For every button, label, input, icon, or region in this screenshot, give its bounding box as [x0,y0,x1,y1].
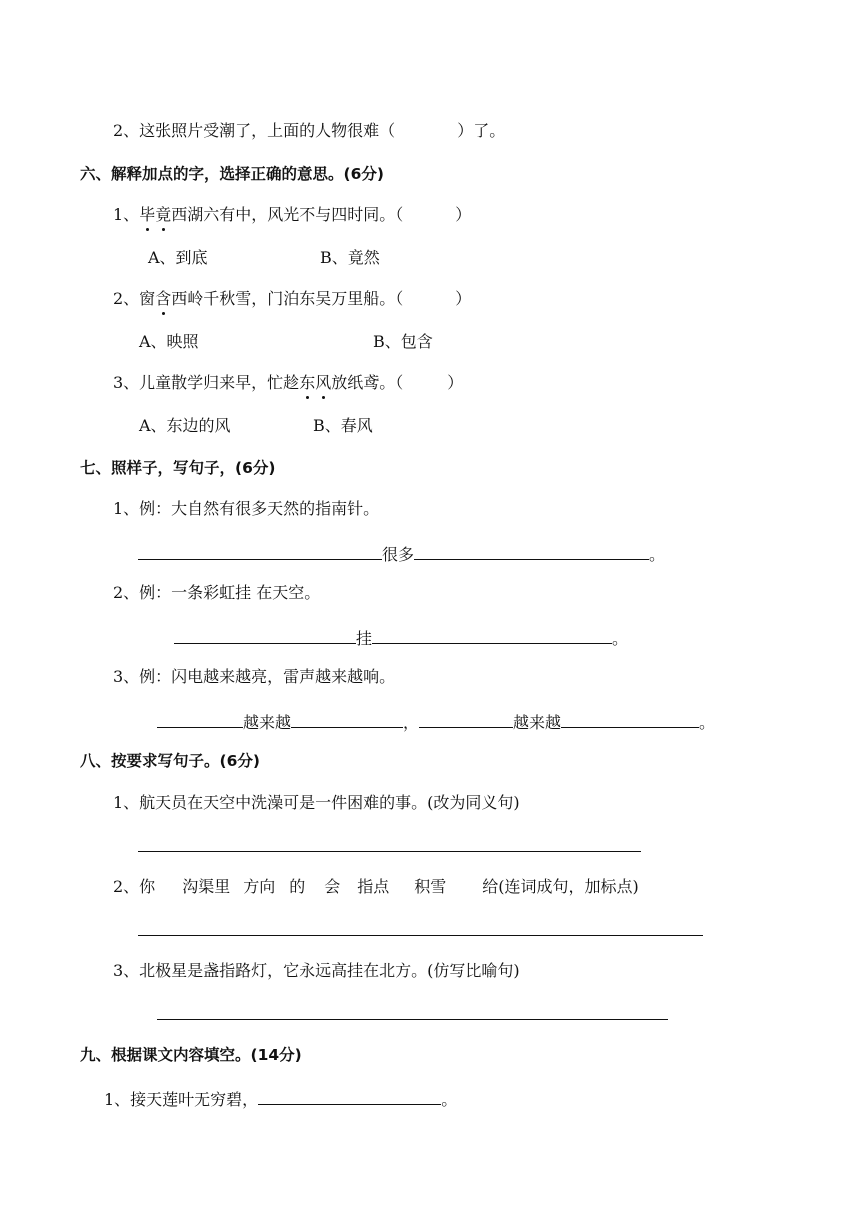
word-chip: 沟渠里 [182,877,231,896]
q7-answer1 [138,542,665,565]
q7-answer3-comma: ， [403,713,420,732]
emphasis-char: 风 [315,373,332,392]
answer-blank[interactable] [372,626,612,644]
q8-item1: 1、航天员在天空中洗澡可是一件困难的事。(改为同义句) [113,793,520,812]
answer-blank[interactable] [138,542,382,560]
q7-example1: 1、例：大自然有很多天然的指南针。 [113,499,380,518]
answer-blank[interactable] [291,710,403,728]
q8-item2-number: 2、你 [113,877,156,896]
q7-answer3-end: 。 [699,713,716,732]
q8-item3-answer-line[interactable] [157,1019,668,1020]
q6-heading: 六、解释加点的字，选择正确的意思。(6分) [80,165,384,183]
q7-example2: 2、例：一条彩虹挂 在天空。 [113,583,321,602]
q7-answer1-end: 。 [649,545,666,564]
emphasis-char: 毕 [139,205,156,224]
q9-item1-end: 。 [441,1090,458,1109]
q5-item2-close: ）了。 [457,121,506,140]
q6-item2 [113,289,471,309]
q6-item1-option-b: B、竟然 [320,248,380,267]
q6-item3-option-b: B、春风 [313,416,373,435]
answer-blank[interactable] [561,710,699,728]
word-chip: 积雪 [414,877,447,896]
q6-item3-number: 3、儿童散学归来早，忙趁 [113,373,300,392]
q6-item3-option-a: A、东边的风 [139,416,231,435]
q9-heading: 九、根据课文内容填空。(14分) [80,1046,302,1064]
answer-blank[interactable] [258,1087,441,1105]
emphasis-char: 东 [299,373,316,392]
q6-item2-option-a: A、映照 [139,332,199,351]
word-chip: 的 [289,877,306,896]
q8-heading: 八、按要求写句子。(6分) [80,752,260,770]
q8-item3: 3、北极星是盏指路灯，它永远高挂在北方。(仿写比喻句) [113,961,520,980]
q7-answer1-word: 很多 [382,545,415,564]
answer-blank[interactable] [414,542,649,560]
q5-item2-text: 2、这张照片受潮了，上面的人物很难（ [113,121,396,140]
q7-answer2-word: 挂 [356,629,373,648]
q6-item1-text: 西湖六有中，风光不与四时同。（ [171,205,404,224]
q7-heading: 七、照样子，写句子，(6分) [80,459,276,477]
word-chip: 给 [482,877,499,896]
q6-item2-number: 2、窗 [113,289,156,308]
q7-answer3-word2: 越来越 [513,713,562,732]
word-chip: 会 [324,877,341,896]
q6-item2-text: 西岭千秋雪，门泊东吴万里船。（ [171,289,404,308]
q6-item1-close: ） [455,205,472,224]
q9-item1 [104,1087,457,1110]
q6-item3 [113,373,463,393]
q7-answer3-word1: 越来越 [243,713,292,732]
q6-item1-option-a: A、到底 [148,248,208,267]
answer-blank[interactable] [174,626,356,644]
q8-item2 [113,877,639,897]
word-chip: 指点 [357,877,390,896]
q8-item2-answer-line[interactable] [138,935,703,936]
q6-item3-close: ） [447,373,464,392]
q5-item2 [113,121,505,141]
emphasis-char: 含 [155,289,172,308]
word-chip: 方向 [243,877,276,896]
emphasis-char: 竟 [155,205,172,224]
q7-answer3 [157,710,715,733]
q9-item1-text: 1、接天莲叶无穷碧， [104,1090,259,1109]
q8-item2-note: (连词成句，加标点) [498,877,639,896]
answer-blank[interactable] [157,710,243,728]
q6-item2-close: ） [455,289,472,308]
q6-item3-text: 放纸鸢。（ [331,373,404,392]
q6-item1-number: 1、 [113,205,140,224]
q7-answer2 [174,626,628,649]
q8-item1-answer-line[interactable] [138,851,641,852]
q6-item2-option-b: B、包含 [373,332,433,351]
q7-example3: 3、例：闪电越来越亮，雷声越来越响。 [113,667,396,686]
q7-answer2-end: 。 [612,629,629,648]
answer-blank[interactable] [419,710,513,728]
q6-item1 [113,205,471,225]
